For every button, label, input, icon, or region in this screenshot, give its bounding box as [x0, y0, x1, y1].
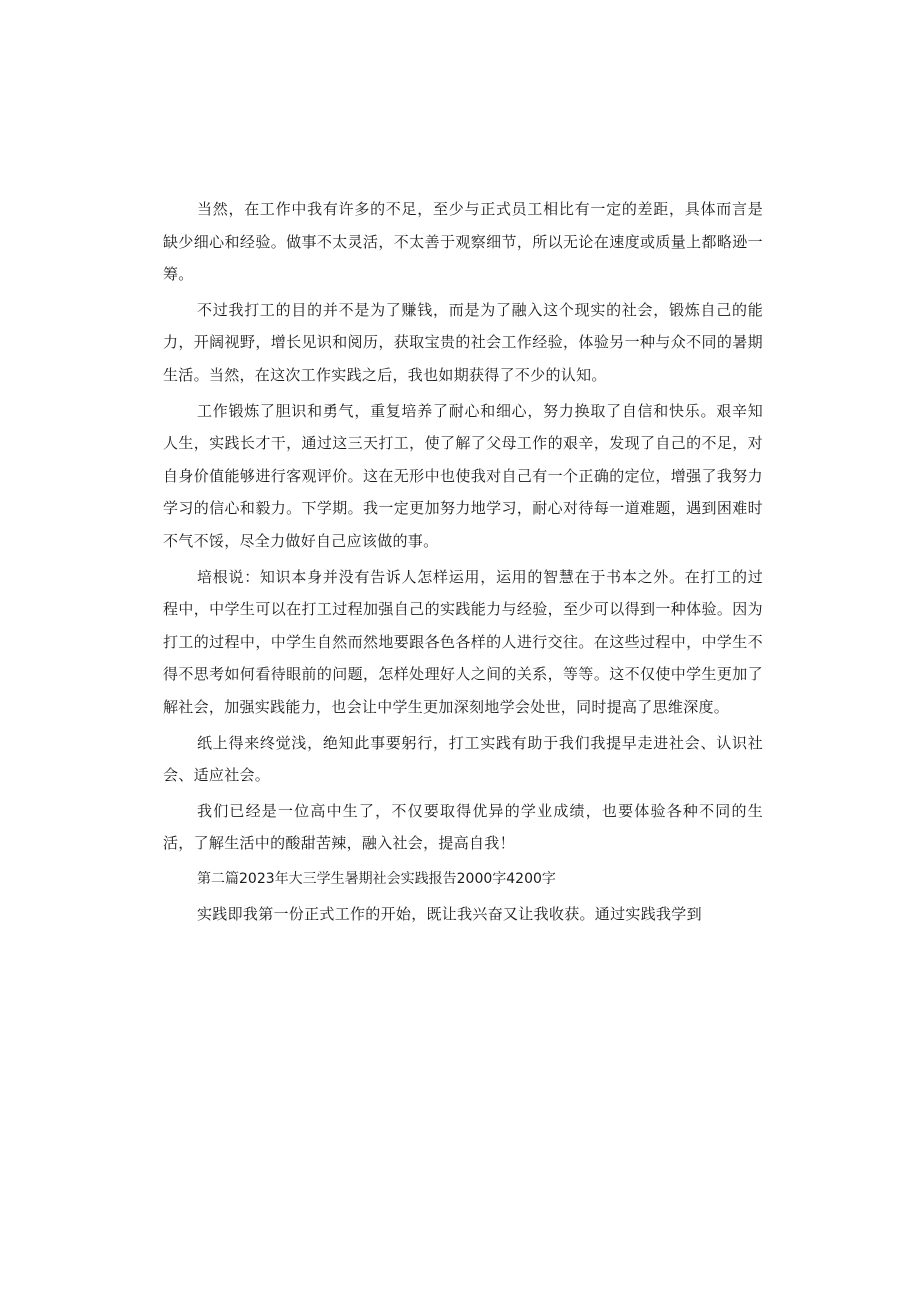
paragraph-practice: 纸上得来终觉浅，绝知此事要躬行，打工实践有助于我们我提早走进社会、认识社会、适应社会。	[163, 733, 763, 785]
paragraph-shortcomings: 当然，在工作中我有许多的不足，至少与正式员工相比有一定的差距，具体而言是缺少细心和经验。做事不太灵活，不太善于观察细节，所以无论在速度或质量上都略逊一筹。	[163, 200, 763, 284]
paragraph-high-school: 我们已经是一位高中生了，不仅要取得优异的学业成绩，也要体验各种不同的生活，了解生活中的酸甜苦辣，融入社会，提高自我！	[163, 801, 763, 853]
paragraph-growth: 工作锻炼了胆识和勇气，重复培养了耐心和细心，努力换取了自信和快乐。艰辛知人生，实践长才干，通过这三天打工，使了解了父母工作的艰辛，发现了自己的不足，对自身价值能够进行客观评价。这在无形中也使我对自己有一个正确的定位，增强了我努力学习的信心和毅力。下学期。我一定更加努力地学习，耐心对待每一道难题，遇到困难时不气不馁，尽全力做好自己应该做的事。	[163, 401, 763, 550]
paragraph-bacon-quote: 培根说：知识本身并没有告诉人怎样运用，运用的智慧在于书本之外。在打工的过程中，中学生可以在打工过程加强自己的实践能力与经验，至少可以得到一种体验。因为打工的过程中，中学生自然而然地要跟各色各样的人进行交往。在这些过程中，中学生不得不思考如何看待眼前的问题，怎样处理好人之间的关系，等等。这不仅使中学生更加了解社会，加强实践能力，也会让中学生更加深刻地学会处世，同时提高了思维深度。	[163, 567, 763, 716]
section-heading: 第二篇2023年大三学生暑期社会实践报告2000字4200字	[197, 870, 556, 887]
paragraph-closing: 实践即我第一份正式工作的开始，既让我兴奋又让我收获。通过实践我学到	[197, 905, 702, 924]
paragraph-purpose: 不过我打工的目的并不是为了赚钱，而是为了融入这个现实的社会，锻炼自己的能力，开阔视野，增长见识和阅历，获取宝贵的社会工作经验，体验另一种与众不同的暑期生活。当然，在这次工作实践之后，我也如期获得了不少的认知。	[163, 300, 763, 384]
document-body	[163, 193, 763, 934]
